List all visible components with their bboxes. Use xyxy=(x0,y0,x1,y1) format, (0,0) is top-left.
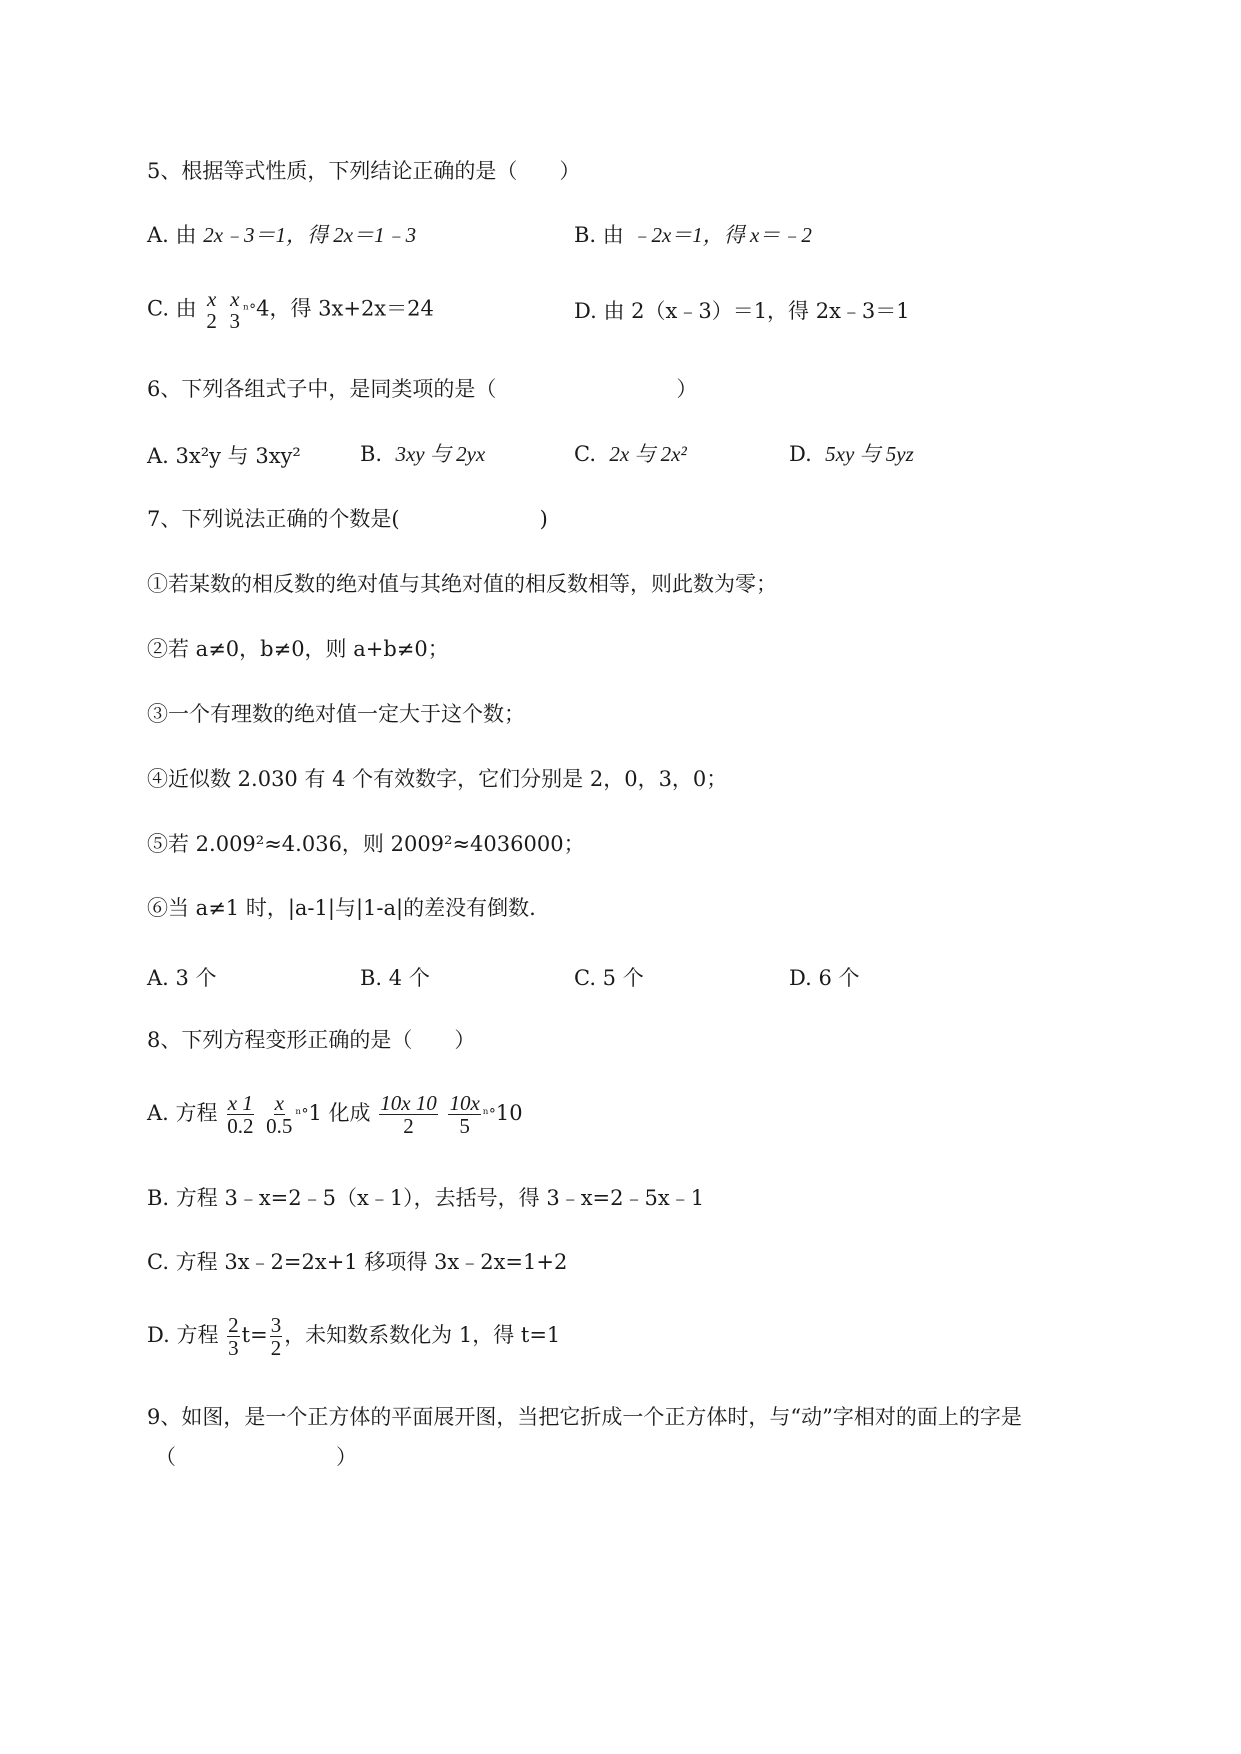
q6-option-b xyxy=(360,444,485,465)
q5-option-d-expr: 2（x﹣3）＝1，得 2x﹣3＝1 xyxy=(631,299,910,323)
q8-option-d-mid: t= xyxy=(241,1323,268,1348)
q7-statement-2: ②若 a≠0，b≠0，则 a+b≠0； xyxy=(147,637,449,661)
q6-option-c-label: C. xyxy=(574,442,596,466)
q7-stem-close: ) xyxy=(539,507,548,531)
q5-option-a xyxy=(147,225,416,246)
q5-option-c-tail: 4，得 3x+2x＝24 xyxy=(256,296,434,321)
q8-option-d-label: D. 方程 xyxy=(147,1323,219,1348)
q8-d-fraction-2: $\frac{3}{2}$ xyxy=(270,1313,282,1361)
q6-option-d-label: D. xyxy=(789,442,812,466)
q5-option-d xyxy=(574,301,910,322)
q7-stem-text: 7、下列说法正确的个数是( xyxy=(147,507,400,531)
q5-c-garbled-glyph: ⁿ° xyxy=(243,302,257,319)
q8-a-fraction-4: $\frac{10x}{5}$ xyxy=(449,1091,480,1139)
q5-option-c-label: C. 由 xyxy=(147,296,197,321)
q6-option-d xyxy=(789,444,914,465)
q5-option-a-expr: 2x﹣3＝1，得 2x＝1﹣3 xyxy=(203,223,417,247)
q6-option-b-expr: 3xy 与 2yx xyxy=(395,442,486,466)
q7-option-c: C. 5 个 xyxy=(574,966,644,990)
q5-c-fraction-2: x 3 xyxy=(229,287,241,334)
q8-stem: 8、下列方程变形正确的是（ ） xyxy=(147,1028,476,1052)
q8-option-b: B. 方程 3﹣x=2﹣5（x﹣1），去括号，得 3﹣x=2﹣5x﹣1 xyxy=(147,1186,705,1210)
q8-option-d xyxy=(147,1314,560,1359)
q8-a-garbled-glyph-1: ⁿ° xyxy=(295,1106,309,1123)
q8-option-a-tail: 10 xyxy=(495,1101,523,1126)
q8-option-d-tail: ，未知数系数化为 1，得 t=1 xyxy=(284,1323,561,1348)
q8-a-fraction-3: $\frac{10x 10}{2}$ xyxy=(380,1091,437,1139)
q7-statement-6: ⑥当 a≠1 时，|a-1|与|1-a|的差没有倒数. xyxy=(147,896,536,920)
q6-stem-text: 6、下列各组式子中，是同类项的是（ xyxy=(147,377,497,401)
q9-paren-open: （ xyxy=(155,1445,176,1469)
q6-option-c-expr: 2x 与 2x² xyxy=(609,442,687,466)
q8-d-fraction-1: $\frac{2}{3}$ xyxy=(228,1313,239,1361)
q8-option-c: C. 方程 3x﹣2=2x+1 移项得 3x﹣2x=1+2 xyxy=(147,1250,568,1274)
q7-stem xyxy=(147,509,548,530)
q5-c-fraction-1: x 2 xyxy=(206,287,217,334)
q6-option-b-label: B. xyxy=(360,442,383,466)
q7-statement-3: ③一个有理数的绝对值一定大于这个数； xyxy=(147,702,525,726)
q8-a-fraction-2: $\frac{x}{0.5}$ xyxy=(266,1091,293,1139)
q6-option-a: A. 3x²y 与 3xy² xyxy=(147,444,301,468)
q7-option-a: A. 3 个 xyxy=(147,966,217,990)
q9-stem: 9、如图，是一个正方体的平面展开图，当把它折成一个正方体时，与“动”字相对的面上的字是 xyxy=(147,1405,1022,1429)
q8-a-garbled-glyph-2: ⁿ° xyxy=(482,1106,496,1123)
q7-option-d: D. 6 个 xyxy=(789,966,860,990)
q6-stem xyxy=(147,379,697,400)
q5-option-c xyxy=(147,288,434,332)
q8-option-a xyxy=(147,1092,523,1137)
q8-option-a-label: A. 方程 xyxy=(147,1101,218,1126)
q6-option-d-expr: 5xy 与 5yz xyxy=(825,442,914,466)
q5-option-b-label: B. 由 xyxy=(574,223,631,247)
q9-paren-close: ） xyxy=(336,1445,357,1469)
q5-option-b xyxy=(574,225,812,246)
q7-statement-5: ⑤若 2.009²≈4.036，则 2009²≈4036000； xyxy=(147,832,585,856)
q5-option-a-label: A. 由 xyxy=(147,223,204,247)
q5-stem: 5、根据等式性质，下列结论正确的是（ ） xyxy=(147,159,581,183)
q9-answer-paren xyxy=(155,1447,357,1468)
q7-statement-4: ④近似数 2.030 有 4 个有效数字，它们分别是 2，0，3，0； xyxy=(147,767,728,791)
q7-statement-1: ①若某数的相反数的绝对值与其绝对值的相反数相等，则此数为零； xyxy=(147,572,777,596)
q6-stem-close: ） xyxy=(676,377,698,401)
q7-option-b: B. 4 个 xyxy=(360,966,430,990)
q5-option-d-label: D. 由 xyxy=(574,299,632,323)
q6-option-c xyxy=(574,444,687,465)
q5-option-b-expr: ﹣2x＝1，得 x＝﹣2 xyxy=(630,223,812,247)
q8-option-a-mid: 1 化成 xyxy=(308,1101,371,1126)
q8-a-fraction-1: $\frac{x 1}{0.2}$ xyxy=(227,1091,254,1139)
